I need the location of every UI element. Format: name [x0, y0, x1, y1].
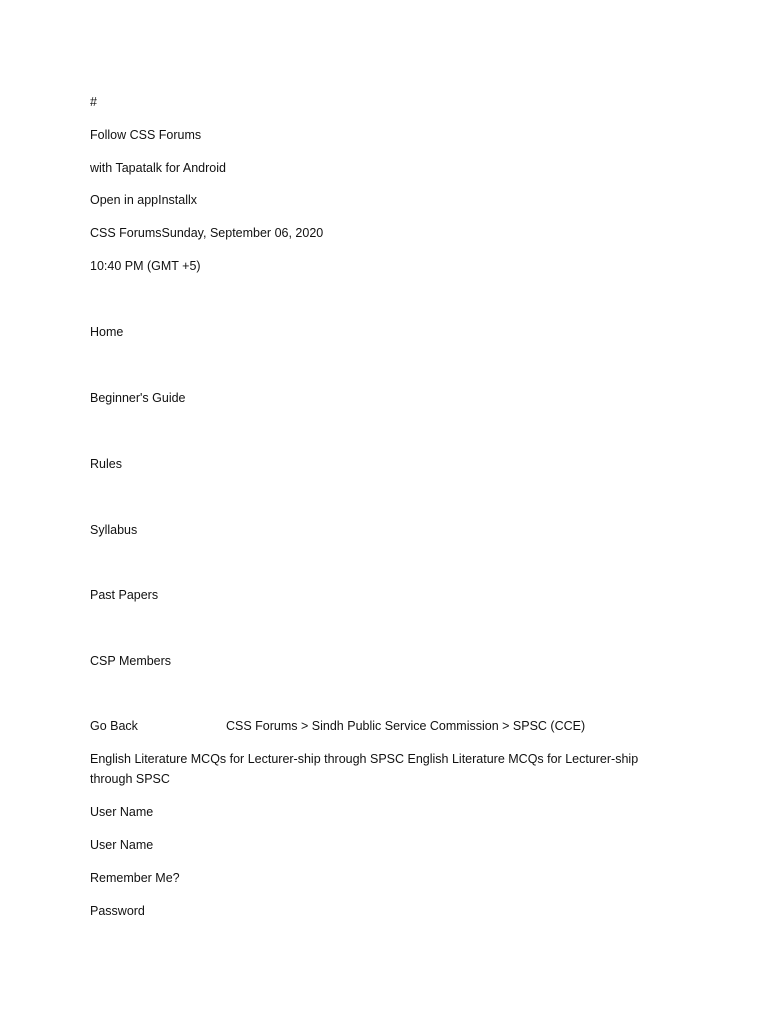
- nav-item-home[interactable]: Home: [90, 325, 124, 339]
- hash-link[interactable]: #: [90, 95, 97, 109]
- nav-item-rules[interactable]: Rules: [90, 457, 122, 471]
- remember-me-checkbox-label[interactable]: Remember Me?: [90, 871, 180, 885]
- nav-item-past-papers[interactable]: Past Papers: [90, 588, 159, 602]
- nav-item-beginners-guide[interactable]: Beginner's Guide: [90, 391, 186, 405]
- go-back-link[interactable]: Go Back: [90, 719, 138, 733]
- tapatalk-text: with Tapatalk for Android: [90, 161, 226, 175]
- password-label: Password: [90, 904, 145, 918]
- follow-text: Follow CSS Forums: [90, 128, 202, 142]
- open-in-app-link[interactable]: Open in appInstallx: [90, 193, 198, 207]
- time-text: 10:40 PM (GMT +5): [90, 259, 201, 273]
- nav-item-syllabus[interactable]: Syllabus: [90, 523, 138, 537]
- user-name-label: User Name: [90, 805, 154, 819]
- thread-title: English Literature MCQs for Lecturer-ship through SPSC English Literature MCQs for Lecturer-ship through SPSC: [90, 752, 639, 786]
- site-date: CSS ForumsSunday, September 06, 2020: [90, 226, 324, 240]
- nav-item-csp-members[interactable]: CSP Members: [90, 654, 172, 668]
- user-name-field[interactable]: User Name: [90, 838, 154, 852]
- breadcrumb[interactable]: CSS Forums > Sindh Public Service Commission > SPSC (CCE): [226, 719, 586, 733]
